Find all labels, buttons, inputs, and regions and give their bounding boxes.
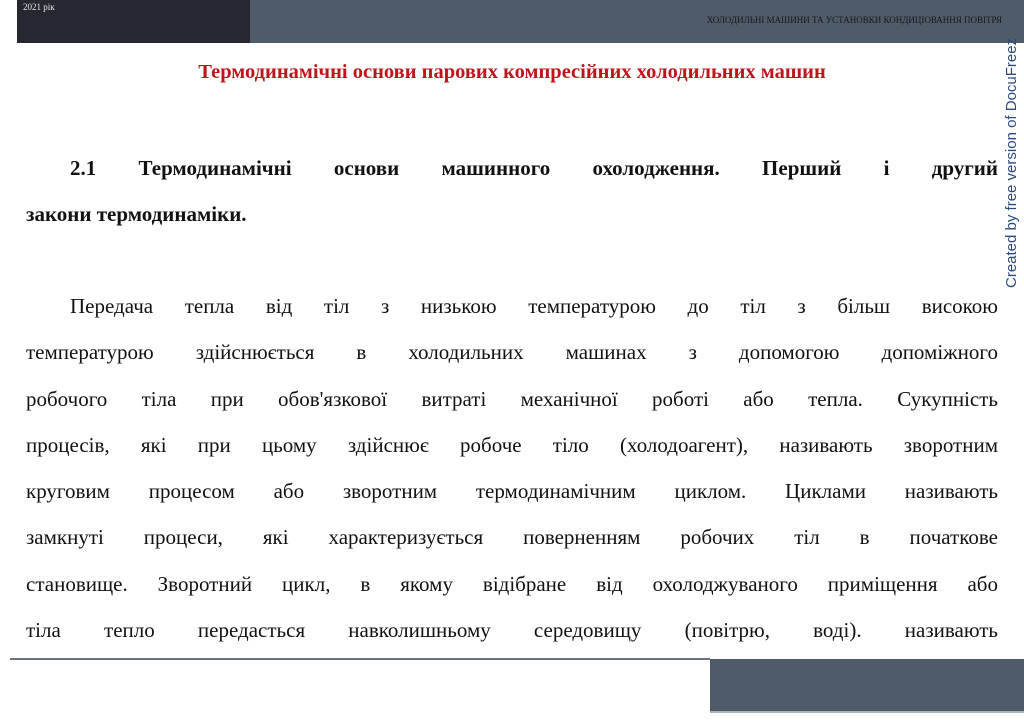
body-line: процесів, які при цьому здійснює робоче тіло (холодоагент), називають зворотним <box>26 432 998 457</box>
footer-slate-block <box>710 659 1024 713</box>
body-line: замкнуті процеси, які характеризується поверненням робочих тіл в початкове <box>26 525 998 550</box>
section-heading-line: закони термодинаміки. <box>26 202 247 226</box>
document-title: Термодинамічні основи парових компресійних холодильних машин <box>198 61 826 83</box>
section-heading <box>26 145 998 237</box>
body-paragraph <box>26 283 998 653</box>
watermark <box>998 0 1024 300</box>
section-heading-line: 2.1 Термодинамічні основи машинного охолодження. Перший і другий <box>70 156 998 180</box>
body-line: Передача тепла від тіл з низькою температурою до тіл з більш високою <box>70 294 998 318</box>
header-slate-bar <box>250 0 1024 43</box>
header-running-title: ХОЛОДИЛЬНІ МАШИНИ ТА УСТАНОВКИ КОНДИЦІОВАННЯ ПОВІТРЯ <box>706 15 1002 25</box>
header-year-label: 2021 рік <box>23 2 55 12</box>
footer-divider <box>10 658 710 660</box>
header-dark-block <box>17 0 250 43</box>
body-line: круговим процесом або зворотним термодинамічним циклом. Циклами називають <box>26 479 998 504</box>
body-line: температурою здійснюється в холодильних машинах з допомогою допоміжного <box>26 340 998 365</box>
body-line: робочого тіла при обов'язкової витраті механічної роботі або тепла. Сукупність <box>26 386 998 411</box>
watermark-text: Created by free version of DocuFreez <box>1003 37 1020 288</box>
body-line: становище. Зворотний цикл, в якому відібране від охолоджуваного приміщення або <box>26 571 998 596</box>
body-line: тіла тепло передасться навколишньому середовищу (повітрю, воді). називають <box>26 618 998 643</box>
